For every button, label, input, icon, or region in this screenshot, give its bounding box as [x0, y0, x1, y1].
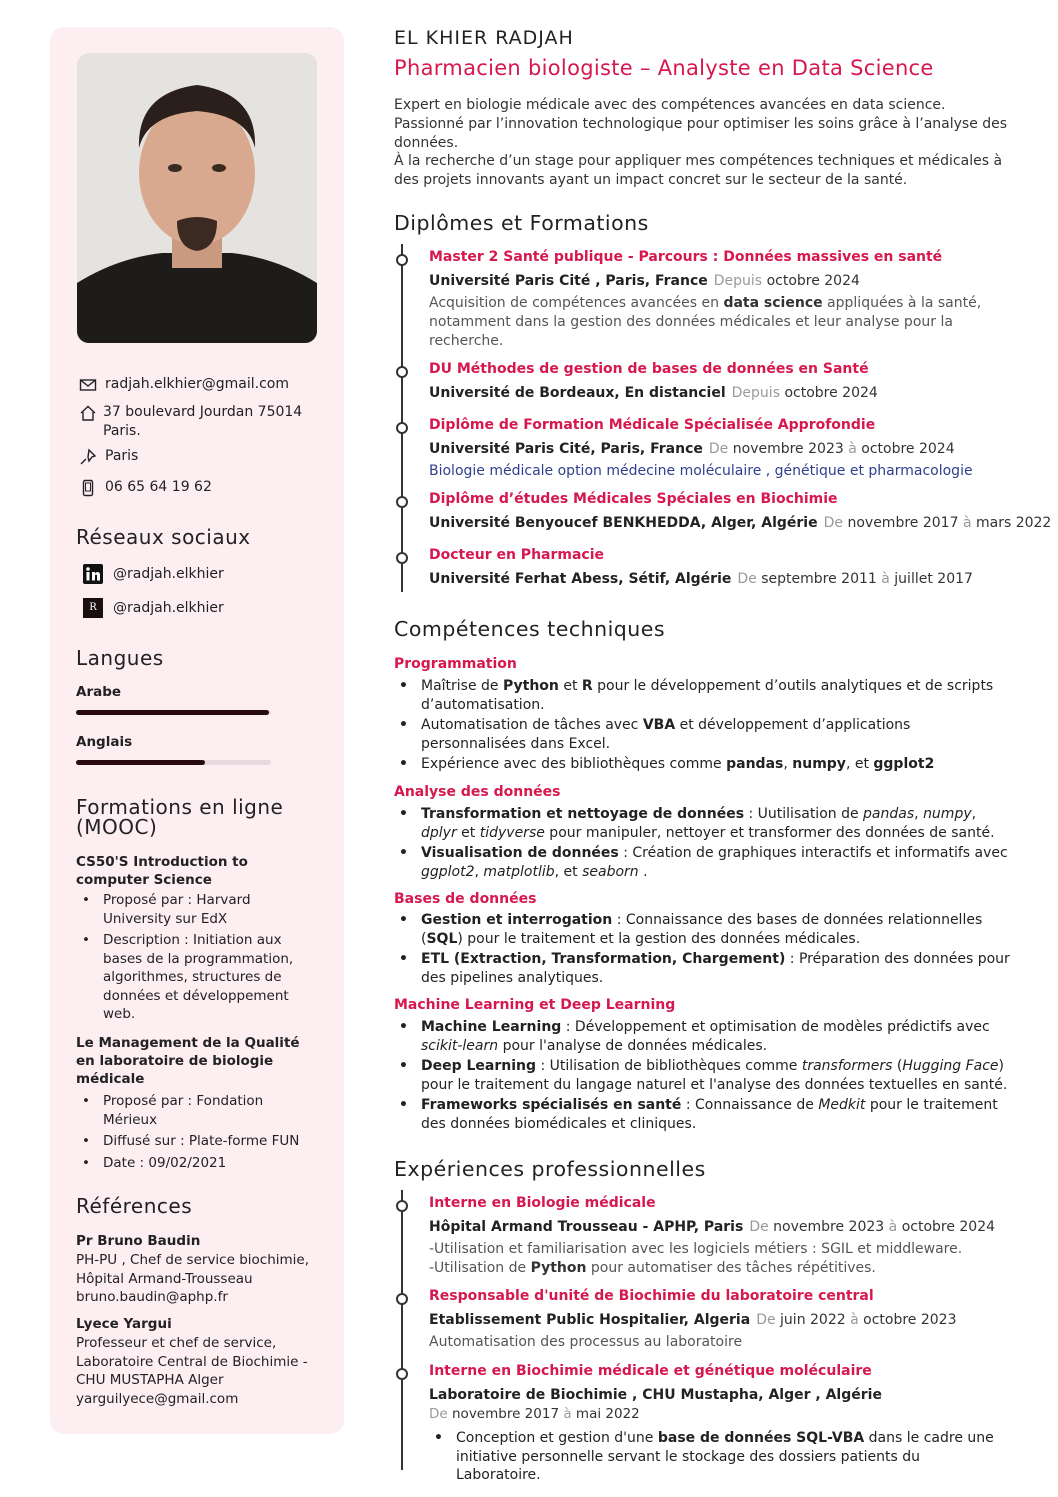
employer-name: Laboratoire de Biochimie , CHU Mustapha, Alger , Algérie	[429, 1387, 882, 1403]
experience-1-title: Interne en Biologie médicale	[429, 1195, 656, 1211]
data-analysis-list	[394, 805, 1014, 883]
date-value: octobre 2024	[901, 1219, 996, 1235]
address-text: 37 boulevard Jourdan 75014 Paris.	[103, 404, 303, 439]
list-item: • Description : Initiation aux bases de la programmation, algorithmes, structures de données et développement web.	[76, 931, 306, 1024]
date-value: novembre 2017	[452, 1406, 560, 1422]
sidebar	[50, 27, 344, 1434]
desc-text: appliquées à la santé, notamment dans la gestion des données médicales et leur analyse pour la recherche.	[429, 295, 982, 349]
experience-heading: Expériences professionnelles	[394, 1157, 706, 1181]
education-3-title: Diplôme de Formation Médicale Spécialisée Approfondie	[429, 417, 876, 433]
home-icon	[79, 404, 97, 422]
list-item: • Expérience avec des bibliothèques comme pandas, numpy, et ggplot2	[394, 755, 1014, 774]
social-heading: Réseaux sociaux	[76, 525, 251, 549]
researchgate-icon: R	[83, 598, 103, 618]
timeline-dot	[396, 254, 408, 266]
language-name-arabic: Arabe	[76, 684, 122, 700]
timeline-dot	[396, 496, 408, 508]
mooc-course-2-details	[76, 1092, 306, 1175]
desc-highlight: data science	[723, 295, 823, 311]
education-2-title: DU Méthodes de gestion de bases de données en Santé	[429, 361, 869, 377]
list-item: • Automatisation de tâches avec VBA et développement d’applications personnalisées dans Excel.	[394, 716, 1014, 753]
skills-heading: Compétences techniques	[394, 617, 666, 641]
reference-line: PH-PU , Chef de service biochimie,	[76, 1252, 310, 1268]
education-5-title: Docteur en Pharmacie	[429, 547, 605, 563]
date-prefix: Depuis	[713, 273, 763, 289]
timeline-dot	[396, 422, 408, 434]
list-item: • Visualisation de données : Création de graphiques interactifs et informatifs avec ggplot2, matplotlib, et seaborn .	[394, 844, 1014, 881]
reference-email[interactable]: bruno.baudin@aphp.fr	[76, 1289, 228, 1305]
list-item: • Diffusé sur : Plate-forme FUN	[76, 1132, 306, 1151]
date-value: octobre 2024	[861, 441, 955, 457]
experience-1-description	[429, 1240, 999, 1278]
timeline-dot	[396, 552, 408, 564]
date-prefix: Depuis	[731, 385, 780, 401]
date-separator: à	[888, 1219, 898, 1235]
date-value: septembre 2011	[761, 571, 877, 587]
date-prefix: De	[749, 1219, 769, 1235]
experience-3-dates	[429, 1406, 640, 1422]
skills-category-databases: Bases de données	[394, 891, 537, 907]
date-value: juin 2022	[780, 1312, 846, 1328]
list-item: • ETL (Extraction, Transformation, Chargement) : Préparation des données pour des pipelines analytiques.	[394, 950, 1014, 987]
education-5-institution	[429, 571, 973, 587]
education-1-description	[429, 294, 999, 351]
date-prefix: De	[823, 515, 844, 531]
intro-paragraph-1: Expert en biologie médicale avec des compétences avancées en data science. Passionné par l’innovation technologique pour optimiser les soins grâce à l’analyse des données.	[394, 97, 1008, 151]
experience-timeline	[401, 1190, 403, 1470]
experience-2-title: Responsable d'unité de Biochimie du laboratoire central	[429, 1288, 874, 1304]
language-level-bar-english	[76, 760, 271, 765]
date-value: octobre 2024	[784, 385, 878, 401]
reference-email[interactable]: yarguilyece@gmail.com	[76, 1390, 239, 1407]
language-name-english: Anglais	[76, 734, 133, 750]
date-value: novembre 2017	[847, 515, 959, 531]
list-item: • Conception et gestion d'une base de données SQL-VBA dans le cadre une initiative personnelle servant le stockage des dossiers patients du Laboratoire.	[429, 1429, 999, 1485]
list-item: • Maîtrise de Python et R pour le développement d’outils analytiques et de scripts d’automatisation.	[394, 677, 1014, 714]
list-item: • Transformation et nettoyage de données : Uutilisation de pandas, numpy, dplyr et tidyverse pour manipuler, nettoyer et transformer des données de santé.	[394, 805, 1014, 842]
list-item: • Gestion et interrogation : Connaissance des bases de données relationnelles (SQL) pour le traitement et la gestion des données médicales.	[394, 911, 1014, 948]
language-level-fill	[76, 710, 269, 715]
reference-1-details	[76, 1251, 326, 1307]
list-item: • Proposé par : Fondation Mérieux	[76, 1092, 306, 1129]
experience-3-title: Interne en Biochimie médicale et génétique moléculaire	[429, 1363, 872, 1379]
language-level-bar-arabic	[76, 710, 271, 715]
date-separator: à	[962, 515, 972, 531]
phone-text: 06 65 64 19 62	[105, 479, 212, 495]
language-level-fill	[76, 760, 205, 765]
reference-line: Professeur et chef de service,	[76, 1335, 277, 1351]
timeline-dot	[396, 1293, 408, 1305]
databases-list	[394, 911, 1014, 989]
education-1-institution	[429, 273, 860, 289]
reference-1-name: Pr Bruno Baudin	[76, 1233, 201, 1249]
skills-category-programming: Programmation	[394, 656, 517, 672]
timeline-dot	[396, 1368, 408, 1380]
employer-name: Etablissement Public Hospitalier, Algeria	[429, 1312, 751, 1328]
timeline-dot	[396, 1200, 408, 1212]
experience-1-employer	[429, 1219, 995, 1235]
list-item: • Frameworks spécialisés en santé : Connaissance de Medkit pour le traitement des données biomédicales et cliniques.	[394, 1096, 1014, 1133]
list-item: • Machine Learning : Développement et optimisation de modèles prédictifs avec scikit-learn pour l'analyse de données médicales.	[394, 1018, 1014, 1055]
experience-2-employer	[429, 1312, 957, 1328]
pin-icon	[79, 448, 97, 466]
mooc-course-2-title: Le Management de la Qualité en laboratoire de biologie médicale	[76, 1035, 300, 1087]
experience-3-employer	[429, 1387, 882, 1403]
phone-icon	[79, 479, 97, 497]
date-separator: à	[850, 1312, 859, 1328]
institution-name: Université Ferhat Abess, Sétif, Algérie	[429, 571, 732, 587]
mail-icon	[79, 376, 97, 394]
intro-paragraph-2: À la recherche d’un stage pour appliquer mes compétences techniques et médicales à des projets innovants ayant un impact concret sur le secteur de la santé.	[394, 153, 1003, 188]
city-text: Paris	[105, 448, 139, 464]
programming-list	[394, 677, 1014, 776]
linkedin-handle: @radjah.elkhier	[113, 566, 224, 582]
profile-photo	[77, 53, 317, 343]
date-value: novembre 2023	[773, 1219, 885, 1235]
reference-line: Hôpital Armand-Trousseau	[76, 1270, 253, 1287]
date-separator: à	[563, 1406, 572, 1422]
linkedin-icon	[83, 564, 103, 584]
education-timeline	[401, 244, 403, 592]
candidate-name: EL KHIER RADJAH	[394, 27, 574, 49]
list-item: • Date : 09/02/2021	[76, 1154, 306, 1173]
date-value: mars 2022	[975, 515, 1052, 531]
date-prefix: De	[737, 571, 757, 587]
references-heading: Références	[76, 1194, 193, 1218]
date-prefix: De	[708, 441, 729, 457]
education-3-institution	[429, 441, 955, 457]
institution-name: Université Paris Cité , Paris, France	[429, 273, 708, 289]
email-text: radjah.elkhier@gmail.com	[105, 376, 289, 392]
experience-3-list	[429, 1429, 999, 1487]
education-4-title: Diplôme d’études Médicales Spéciales en Biochimie	[429, 491, 838, 507]
list-item: • Proposé par : Harvard University sur EdX	[76, 891, 306, 928]
reference-line: Laboratoire Central de Biochimie -	[76, 1353, 308, 1370]
date-separator: à	[881, 571, 890, 587]
skills-category-ml-dl: Machine Learning et Deep Learning	[394, 997, 676, 1013]
timeline-dot	[396, 366, 408, 378]
date-value: octobre 2023	[863, 1312, 957, 1328]
education-heading: Diplômes et Formations	[394, 211, 649, 235]
skills-category-data-analysis: Analyse des données	[394, 784, 561, 800]
education-2-institution	[429, 385, 878, 401]
researchgate-handle: @radjah.elkhier	[113, 600, 224, 616]
reference-2-details	[76, 1334, 326, 1408]
mooc-course-1-title: CS50'S Introduction to computer Science	[76, 854, 248, 888]
education-4-institution	[429, 515, 1051, 531]
date-separator: à	[848, 441, 857, 457]
desc-line: -Utilisation et familiarisation avec les logiciels métiers : SGIL et middleware.	[429, 1241, 963, 1257]
reference-line: CHU MUSTAPHA Alger	[76, 1372, 224, 1388]
candidate-role: Pharmacien biologiste – Analyste en Data Science	[394, 56, 934, 80]
institution-name: Université Paris Cité, Paris, France	[429, 441, 703, 457]
desc-text: Acquisition de compétences avancées en	[429, 295, 724, 311]
date-value: mai 2022	[575, 1406, 640, 1422]
date-value: octobre 2024	[766, 273, 860, 289]
education-1-title: Master 2 Santé publique - Parcours : Données massives en santé	[429, 249, 943, 265]
mooc-heading: Formations en ligne (MOOC)	[76, 795, 284, 839]
experience-2-description: Automatisation des processus au laboratoire	[429, 1334, 743, 1350]
reference-2-name: Lyece Yargui	[76, 1316, 172, 1332]
date-prefix: De	[429, 1406, 448, 1422]
list-item: • Deep Learning : Utilisation de bibliothèques comme transformers (Hugging Face) pour le traitement du langage naturel et l'analyse des données textuelles en santé.	[394, 1057, 1014, 1094]
institution-name: Université Benyoucef BENKHEDDA, Alger, Algérie	[429, 515, 818, 531]
mooc-course-1-details	[76, 891, 306, 1027]
languages-heading: Langues	[76, 646, 164, 670]
education-3-description: Biologie médicale option médecine moléculaire , génétique et pharmacologie	[429, 463, 973, 479]
date-value: novembre 2023	[732, 441, 844, 457]
date-value: juillet 2017	[894, 571, 973, 587]
desc-line: -Utilisation de Python pour automatiser des tâches répétitives.	[429, 1260, 876, 1276]
ml-dl-list	[394, 1018, 1014, 1135]
institution-name: Université de Bordeaux, En distanciel	[429, 385, 726, 401]
employer-name: Hôpital Armand Trousseau - APHP, Paris	[429, 1219, 744, 1235]
date-prefix: De	[756, 1312, 776, 1328]
